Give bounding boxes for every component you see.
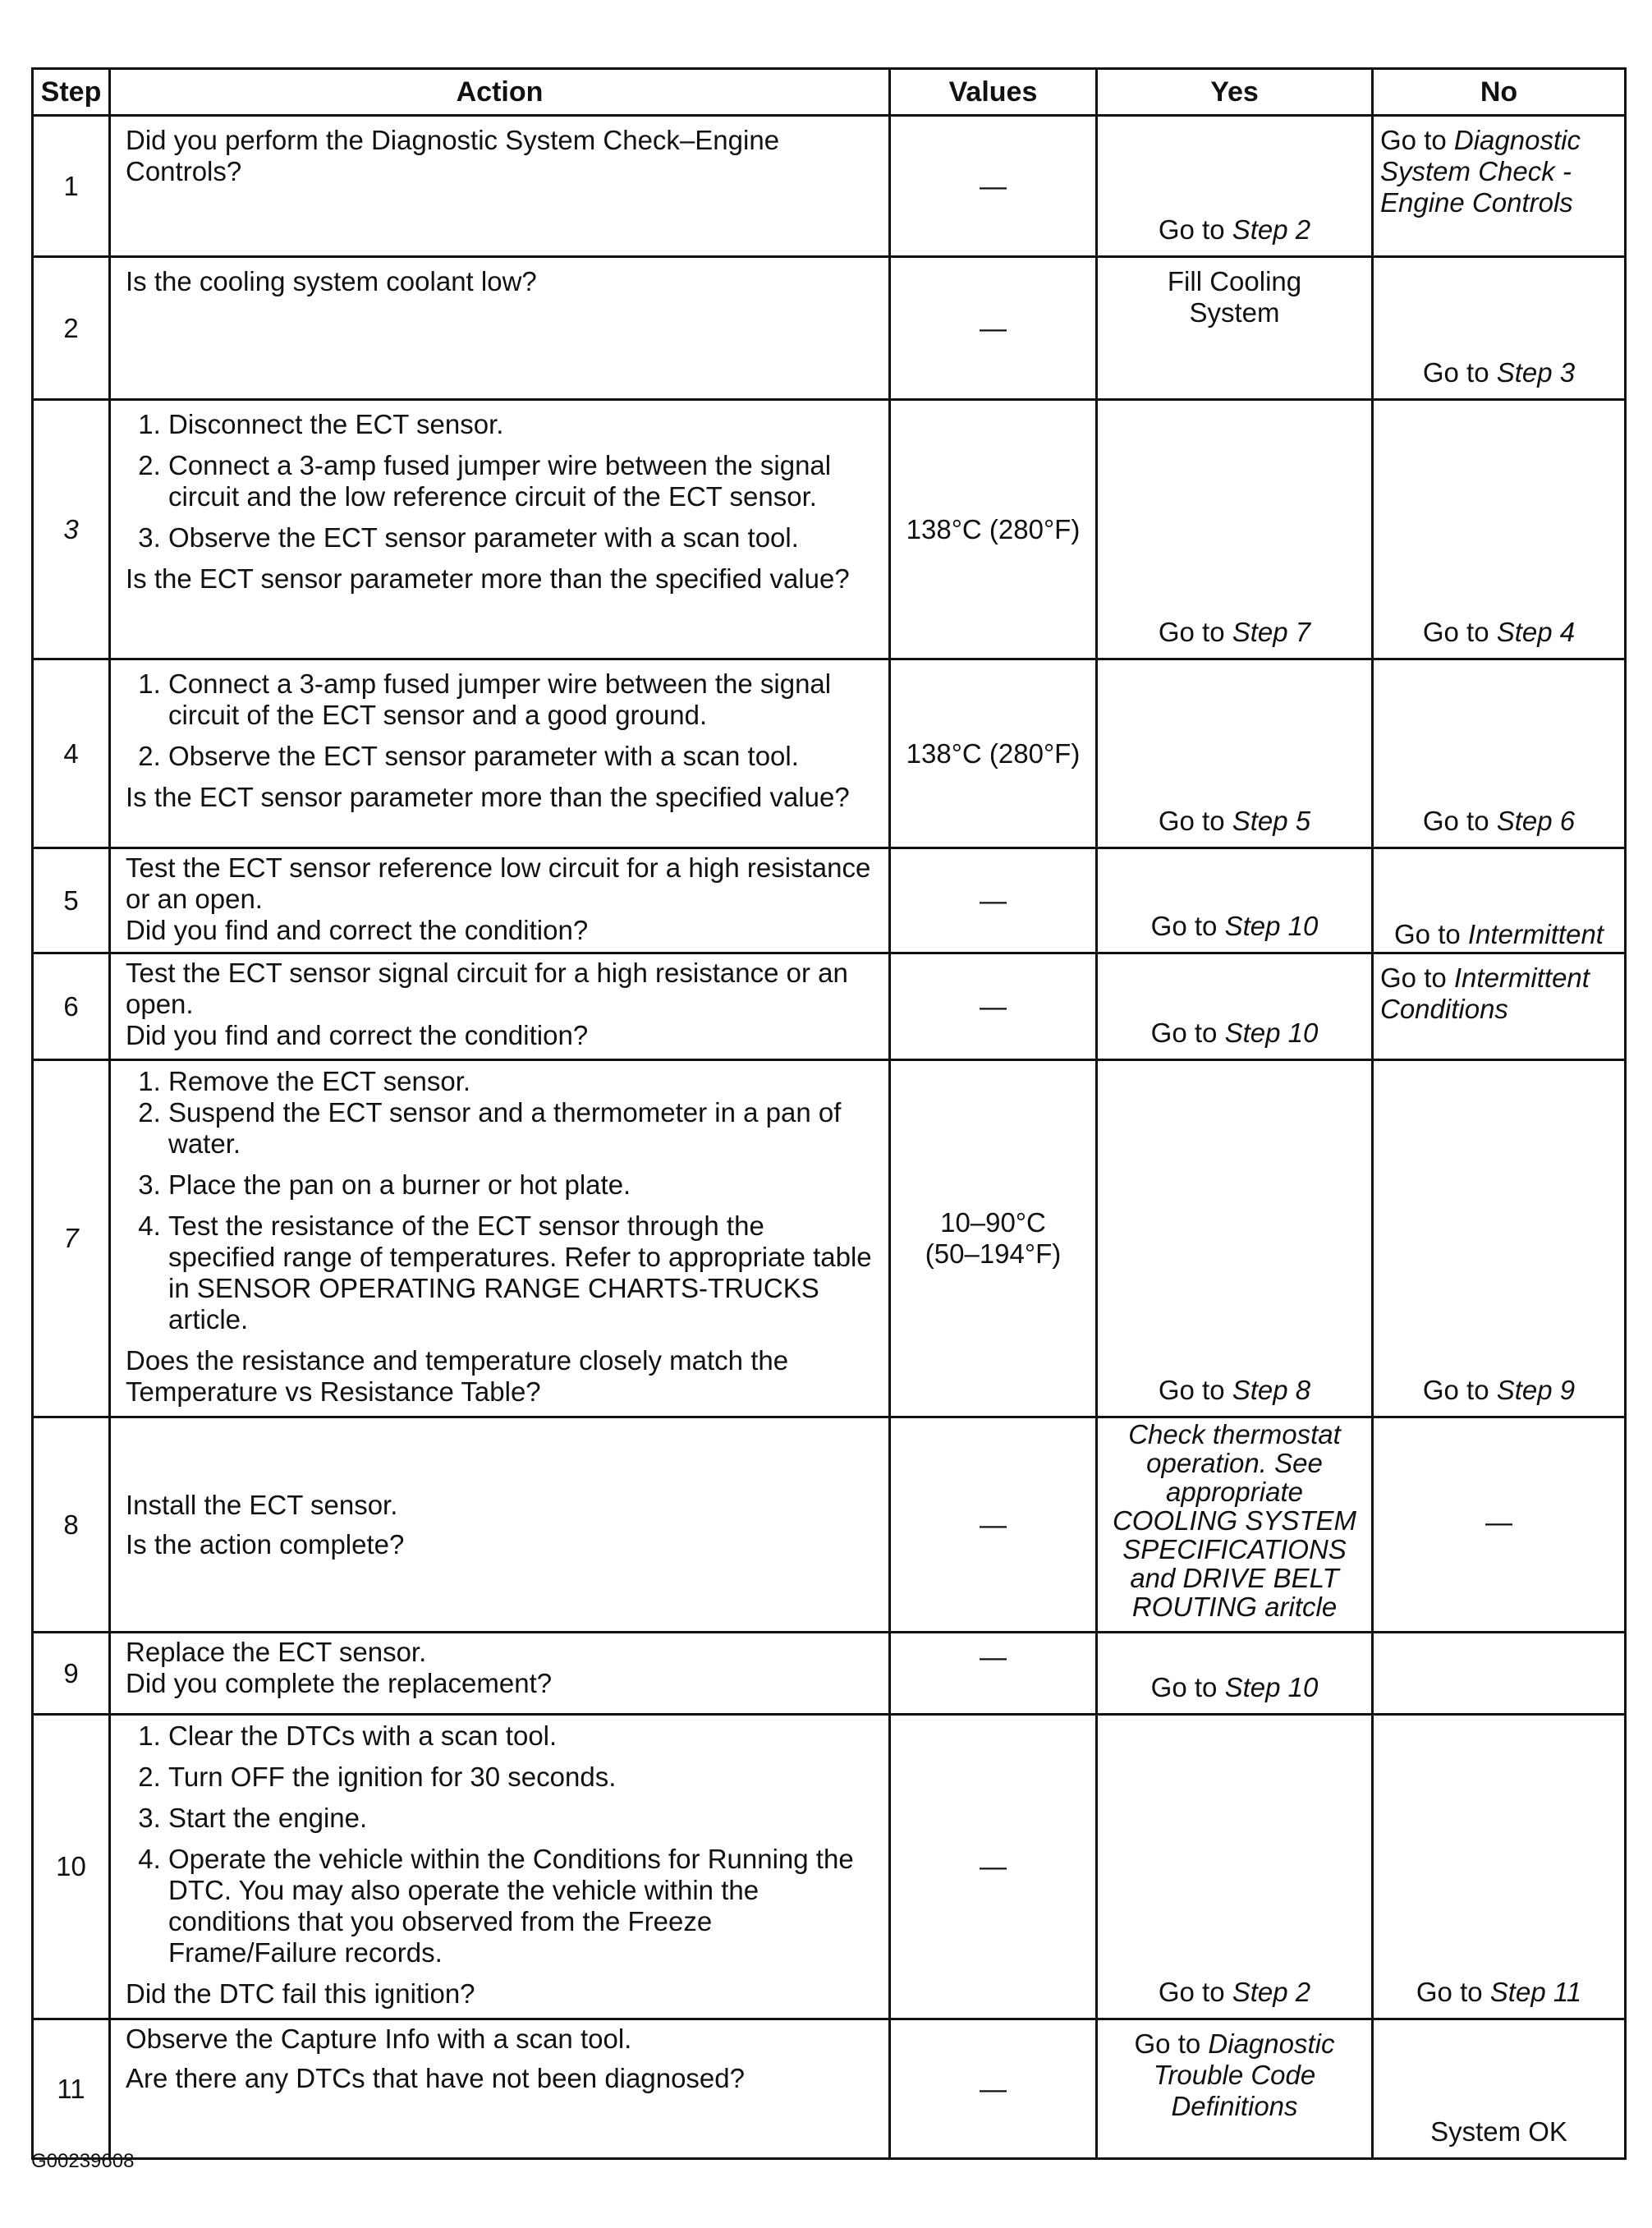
value-cell: — (890, 848, 1097, 953)
step-number: 4 (33, 659, 110, 848)
no-link: Diagnostic System Check - Engine Controls (1380, 125, 1581, 218)
action-step: 4. Operate the vehicle within the Conditions for Running the DTC. You may also operate the vehicle within the conditions that you observed from the Freeze Frame/Failure records. (168, 1844, 877, 1968)
yes-cell (1097, 2019, 1373, 2159)
no-link: Step 4 (1496, 617, 1576, 647)
yes-prefix: Go to (1150, 1672, 1225, 1702)
action-steps (126, 1066, 877, 1335)
figure-code: G00239608 (31, 2150, 135, 2172)
yes-link: Step 2 (1232, 1977, 1311, 2007)
no-prefix: Go to (1380, 125, 1454, 155)
step-number: 6 (33, 953, 110, 1060)
value-line: (50–194°F) (925, 1238, 1062, 1269)
yes-cell: Fill Cooling System (1097, 257, 1373, 400)
step-number: 10 (33, 1715, 110, 2019)
yes-link: Step 2 (1232, 214, 1311, 245)
table-row (33, 1417, 1626, 1633)
value-cell: — (890, 1417, 1097, 1633)
action-question: Is the action complete? (126, 1528, 405, 1560)
action-text (110, 1417, 890, 1633)
action-step: 1. Clear the DTCs with a scan tool. (168, 1720, 877, 1752)
action-step: 4. Test the resistance of the ECT sensor through the specified range of temperatures. Refer to appropriate table in SENSOR OPERATING RANGE CHARTS-TRUCKS article. (168, 1210, 877, 1335)
no-prefix: Go to (1380, 962, 1454, 993)
yes-prefix: Go to (1158, 617, 1232, 647)
no-link: Step 6 (1496, 806, 1576, 836)
header-row (33, 69, 1626, 116)
action-step: 3. Start the engine. (168, 1803, 877, 1834)
yes-cell (1097, 953, 1373, 1060)
action-text (110, 2019, 890, 2159)
no-cell (1373, 1715, 1626, 2019)
no-cell (1373, 400, 1626, 659)
step-number: 3 (33, 400, 110, 659)
action-question: Is the ECT sensor parameter more than the specified value? (126, 782, 850, 812)
action-instruction: Observe the Capture Info with a scan tool. (126, 2024, 632, 2054)
no-prefix: Go to (1416, 1977, 1490, 2007)
no-cell (1373, 1633, 1626, 1715)
header-values: Values (890, 69, 1097, 116)
table-row (33, 1633, 1626, 1715)
value-line: 10–90°C (940, 1207, 1046, 1238)
header-action: Action (110, 69, 890, 116)
action-question: Is the cooling system coolant low? (126, 266, 537, 296)
diagnostic-table (31, 67, 1627, 2160)
action-question: Did the DTC fail this ignition? (126, 1978, 475, 2009)
action-question: Is the ECT sensor parameter more than the specified value? (126, 563, 850, 594)
yes-prefix: Go to (1158, 1977, 1232, 2007)
step-number: 11 (33, 2019, 110, 2159)
yes-cell (1097, 1715, 1373, 2019)
no-cell (1373, 659, 1626, 848)
no-link: Step 11 (1489, 1977, 1582, 2007)
yes-link: Diagnostic Trouble Code Definitions (1153, 2028, 1335, 2121)
no-prefix: Go to (1394, 919, 1468, 949)
action-step: 1. Remove the ECT sensor. (168, 1066, 877, 1097)
action-step: 2. Observe the ECT sensor parameter with a scan tool. (168, 741, 877, 772)
yes-link: Step 7 (1232, 617, 1311, 647)
no-link: Intermittent (1467, 919, 1604, 949)
yes-cell (1097, 659, 1373, 848)
action-step: 2. Suspend the ECT sensor and a thermometer in a pan of water. (168, 1097, 877, 1160)
yes-prefix: Go to (1150, 911, 1225, 941)
no-prefix: Go to (1422, 806, 1497, 836)
action-question: Did you perform the Diagnostic System Check–Engine Controls? (126, 125, 780, 186)
value-cell: — (890, 2019, 1097, 2159)
yes-cell: Check thermostat operation. See appropriate COOLING SYSTEM SPECIFICATIONS and DRIVE BELT ROUTING aritcle (1097, 1417, 1373, 1633)
table-row (33, 848, 1626, 953)
value-cell: 138°C (280°F) (890, 659, 1097, 848)
no-link: Intermittent Conditions (1380, 962, 1590, 1024)
action-instruction: Install the ECT sensor. (126, 1489, 398, 1520)
action-steps (126, 1720, 877, 1968)
action-step: 3. Place the pan on a burner or hot plate. (168, 1169, 877, 1201)
yes-link: Step 10 (1224, 1018, 1319, 1048)
yes-cell (1097, 400, 1373, 659)
action-question: Did you find and correct the condition? (126, 915, 589, 945)
value-cell: — (890, 257, 1097, 400)
yes-prefix: Go to (1158, 214, 1232, 245)
header-step: Step (33, 69, 110, 116)
table-row (33, 1715, 1626, 2019)
value-cell: — (890, 953, 1097, 1060)
table-row (33, 953, 1626, 1060)
action-question: Did you find and correct the condition? (126, 1020, 589, 1050)
no-cell (1373, 848, 1626, 953)
yes-prefix: Go to (1134, 2028, 1209, 2059)
table-row (33, 257, 1626, 400)
action-step: 3. Observe the ECT sensor parameter with a scan tool. (168, 522, 877, 554)
action-instruction: Test the ECT sensor reference low circuit for a high resistance or an open. (126, 852, 871, 914)
action-text (110, 659, 890, 848)
yes-prefix: Go to (1158, 1375, 1232, 1405)
action-text (110, 116, 890, 257)
table-row (33, 116, 1626, 257)
step-number: 8 (33, 1417, 110, 1633)
yes-cell (1097, 116, 1373, 257)
no-cell (1373, 257, 1626, 400)
header-no: No (1373, 69, 1626, 116)
value-cell: — (890, 1633, 1097, 1715)
action-text (110, 257, 890, 400)
action-instruction: Replace the ECT sensor. (126, 1637, 427, 1667)
no-cell (1373, 953, 1626, 1060)
action-step: 2. Turn OFF the ignition for 30 seconds. (168, 1762, 877, 1793)
yes-prefix: Go to (1150, 1018, 1225, 1048)
no-cell: System OK (1373, 2019, 1626, 2159)
action-question: Does the resistance and temperature closely match the Temperature vs Resistance Table? (126, 1345, 789, 1407)
action-text (110, 1715, 890, 2019)
table-row (33, 659, 1626, 848)
action-steps (126, 668, 877, 772)
action-text (110, 953, 890, 1060)
value-cell: 138°C (280°F) (890, 400, 1097, 659)
yes-cell (1097, 1633, 1373, 1715)
yes-link: Step 8 (1232, 1375, 1311, 1405)
action-text (110, 1633, 890, 1715)
action-text (110, 400, 890, 659)
yes-cell (1097, 848, 1373, 953)
action-step: 2. Connect a 3-amp fused jumper wire between the signal circuit and the low reference circuit of the ECT sensor. (168, 450, 877, 512)
action-text (110, 1060, 890, 1417)
no-link: Step 3 (1496, 357, 1576, 388)
no-cell (1373, 1060, 1626, 1417)
step-number: 1 (33, 116, 110, 257)
step-number: 2 (33, 257, 110, 400)
action-instruction: Test the ECT sensor signal circuit for a high resistance or an open. (126, 958, 848, 1019)
action-steps (126, 409, 877, 554)
yes-link: Step 5 (1232, 806, 1311, 836)
table-row (33, 2019, 1626, 2159)
action-step: 1. Connect a 3-amp fused jumper wire between the signal circuit of the ECT sensor and a good ground. (168, 668, 877, 731)
action-question: Did you complete the replacement? (126, 1668, 553, 1698)
action-question: Are there any DTCs that have not been diagnosed? (126, 2063, 745, 2093)
value-cell: — (890, 1715, 1097, 2019)
action-step: 1. Disconnect the ECT sensor. (168, 409, 877, 440)
yes-prefix: Go to (1158, 806, 1232, 836)
yes-link: Step 10 (1224, 911, 1319, 941)
yes-cell (1097, 1060, 1373, 1417)
no-cell: — (1373, 1417, 1626, 1633)
step-number: 9 (33, 1633, 110, 1715)
no-link: Step 9 (1496, 1375, 1576, 1405)
value-cell: — (890, 116, 1097, 257)
action-text (110, 848, 890, 953)
step-number: 7 (33, 1060, 110, 1417)
no-prefix: Go to (1422, 1375, 1497, 1405)
step-number: 5 (33, 848, 110, 953)
no-cell (1373, 116, 1626, 257)
value-cell (890, 1060, 1097, 1417)
header-yes: Yes (1097, 69, 1373, 116)
table-row (33, 1060, 1626, 1417)
no-prefix: Go to (1422, 617, 1497, 647)
yes-link: Step 10 (1224, 1672, 1319, 1702)
table-row (33, 400, 1626, 659)
no-prefix: Go to (1422, 357, 1497, 388)
